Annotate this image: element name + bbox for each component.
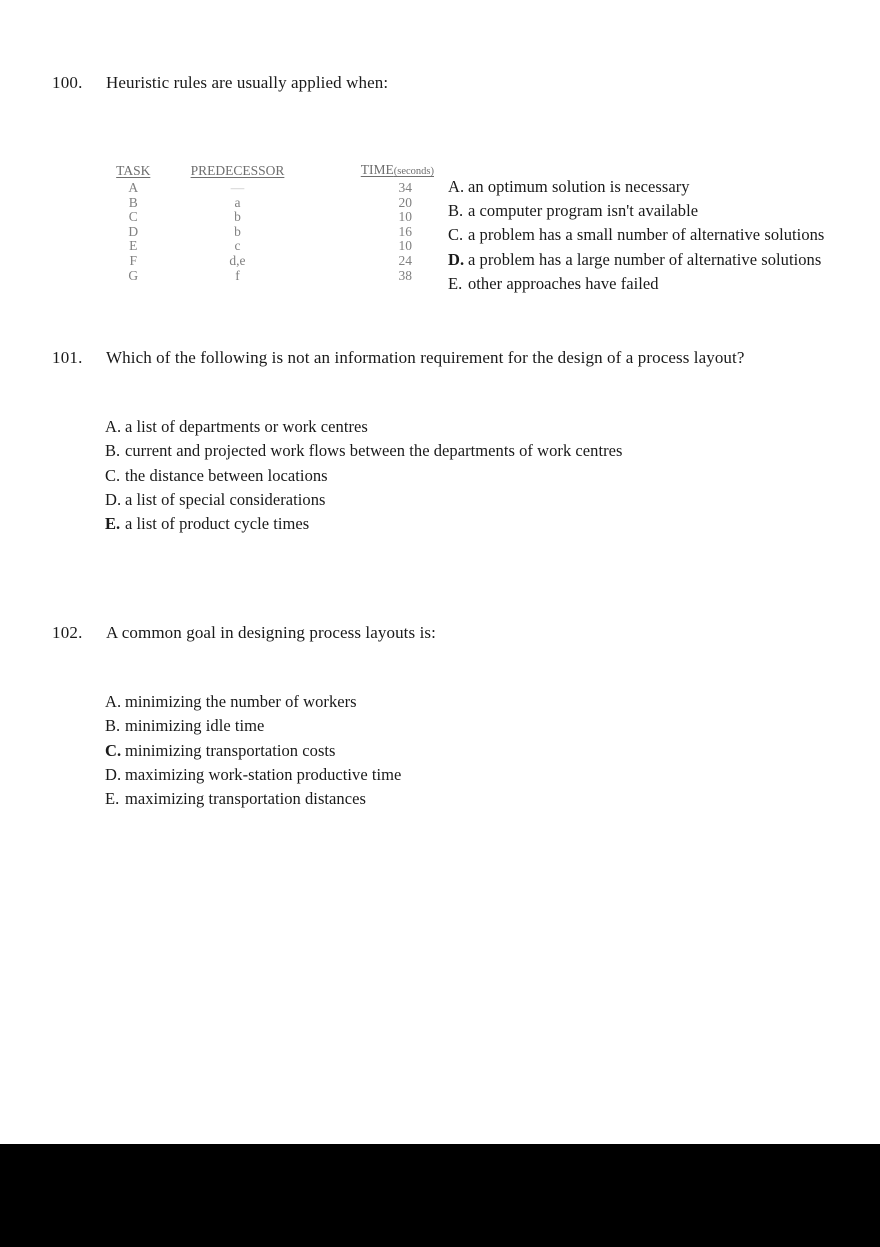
time-header-units: (seconds)	[393, 166, 434, 177]
option-letter: A.	[105, 692, 122, 711]
time-cell: 10	[398, 238, 412, 254]
option-item[interactable]	[448, 223, 880, 247]
option-item[interactable]	[105, 763, 865, 787]
option-text: maximizing work-station productive time	[125, 764, 402, 784]
task-table-body	[106, 181, 446, 283]
time-header-main: TIME	[360, 162, 394, 177]
option-item[interactable]	[448, 248, 880, 272]
task-table-row	[106, 269, 446, 284]
option-item[interactable]	[105, 439, 865, 463]
predecessor-header-label: PREDECESSOR	[190, 163, 285, 178]
option-text: an optimum solution is necessary	[468, 177, 690, 196]
page-bottom-black-band	[0, 1144, 880, 1247]
option-item[interactable]	[448, 175, 880, 199]
question-text-101: Which of the following is not an information requirement for the design of a process layout?	[106, 348, 745, 367]
option-item[interactable]	[448, 199, 880, 223]
question-number-101: 101.	[52, 348, 83, 367]
option-text: a computer program isn't available	[468, 201, 699, 221]
time-cell: 20	[398, 194, 412, 210]
question-number-102: 102.	[52, 623, 83, 642]
task-table-header-task	[106, 162, 161, 181]
option-item[interactable]	[105, 714, 865, 738]
option-letter: C.	[448, 225, 464, 245]
time-cell: 10	[398, 209, 412, 225]
option-letter: C.	[105, 465, 121, 485]
task-table-row	[106, 196, 446, 211]
task-table-row	[106, 181, 446, 196]
option-text: the distance between locations	[125, 465, 328, 485]
option-item[interactable]	[105, 512, 865, 536]
time-cell: 34	[398, 180, 412, 195]
task-table-head	[106, 162, 446, 181]
task-table-row	[106, 239, 446, 254]
question-text-100: Heuristic rules are usually applied when:	[106, 73, 389, 92]
option-letter: E.	[105, 514, 121, 534]
predecessor-cell: b	[234, 209, 241, 225]
task-table-row	[106, 225, 446, 240]
option-item[interactable]	[105, 488, 865, 512]
option-item[interactable]	[105, 464, 865, 488]
option-text: a list of product cycle times	[125, 514, 310, 534]
task-header-label: TASK	[116, 163, 151, 178]
option-text: minimizing idle time	[125, 716, 265, 736]
task-cell: D	[128, 223, 139, 239]
option-text: maximizing transportation distances	[125, 789, 366, 809]
option-item[interactable]	[105, 787, 865, 811]
option-item[interactable]	[105, 739, 865, 763]
predecessor-cell: —	[230, 180, 245, 195]
task-cell: G	[128, 267, 139, 283]
task-table-header-predecessor	[161, 162, 315, 181]
option-text: a problem has a small number of alternative solutions	[468, 225, 825, 245]
option-letter: E.	[105, 789, 120, 809]
predecessor-cell: d,e	[229, 252, 246, 268]
time-cell: 16	[398, 223, 412, 239]
question-number-100: 100.	[52, 73, 83, 92]
option-text: a list of special considerations	[125, 489, 326, 509]
option-list-102	[105, 690, 865, 811]
option-item[interactable]	[105, 415, 865, 439]
option-letter: D.	[105, 489, 122, 509]
task-cell: A	[128, 180, 139, 195]
time-cell: 24	[398, 252, 412, 268]
task-table-header-time	[314, 162, 446, 181]
option-list-100	[448, 175, 880, 296]
time-header-label	[361, 162, 434, 177]
task-table-header-row	[106, 162, 446, 181]
option-list-101	[105, 415, 865, 536]
option-text: a list of departments or work centres	[125, 417, 368, 436]
option-item[interactable]	[105, 690, 865, 714]
option-letter: B.	[448, 201, 464, 221]
task-cell: F	[129, 252, 138, 268]
option-text: minimizing the number of workers	[125, 692, 357, 711]
predecessor-cell: c	[234, 238, 241, 254]
task-precedence-table	[106, 162, 446, 283]
predecessor-cell: f	[235, 267, 240, 283]
option-letter: E.	[448, 273, 463, 293]
task-table-row	[106, 210, 446, 225]
option-letter: B.	[105, 441, 121, 461]
option-letter: A.	[448, 177, 465, 196]
task-cell: C	[128, 209, 138, 225]
option-letter: A.	[105, 417, 122, 436]
task-table-row	[106, 254, 446, 269]
time-cell: 38	[398, 267, 412, 283]
option-letter: D.	[448, 249, 465, 269]
task-cell: E	[129, 238, 138, 254]
option-letter: D.	[105, 764, 122, 784]
option-letter: C.	[105, 740, 122, 760]
option-text: current and projected work flows between the departments of work centres	[125, 441, 623, 461]
predecessor-cell: b	[234, 223, 241, 239]
option-text: a problem has a large number of alternative solutions	[468, 249, 822, 269]
predecessor-cell: a	[234, 194, 241, 210]
option-item[interactable]	[448, 272, 880, 296]
question-text-102: A common goal in designing process layouts is:	[106, 623, 436, 642]
option-text: minimizing transportation costs	[125, 740, 336, 760]
task-cell: B	[128, 194, 138, 210]
option-text: other approaches have failed	[468, 273, 659, 293]
option-letter: B.	[105, 716, 121, 736]
